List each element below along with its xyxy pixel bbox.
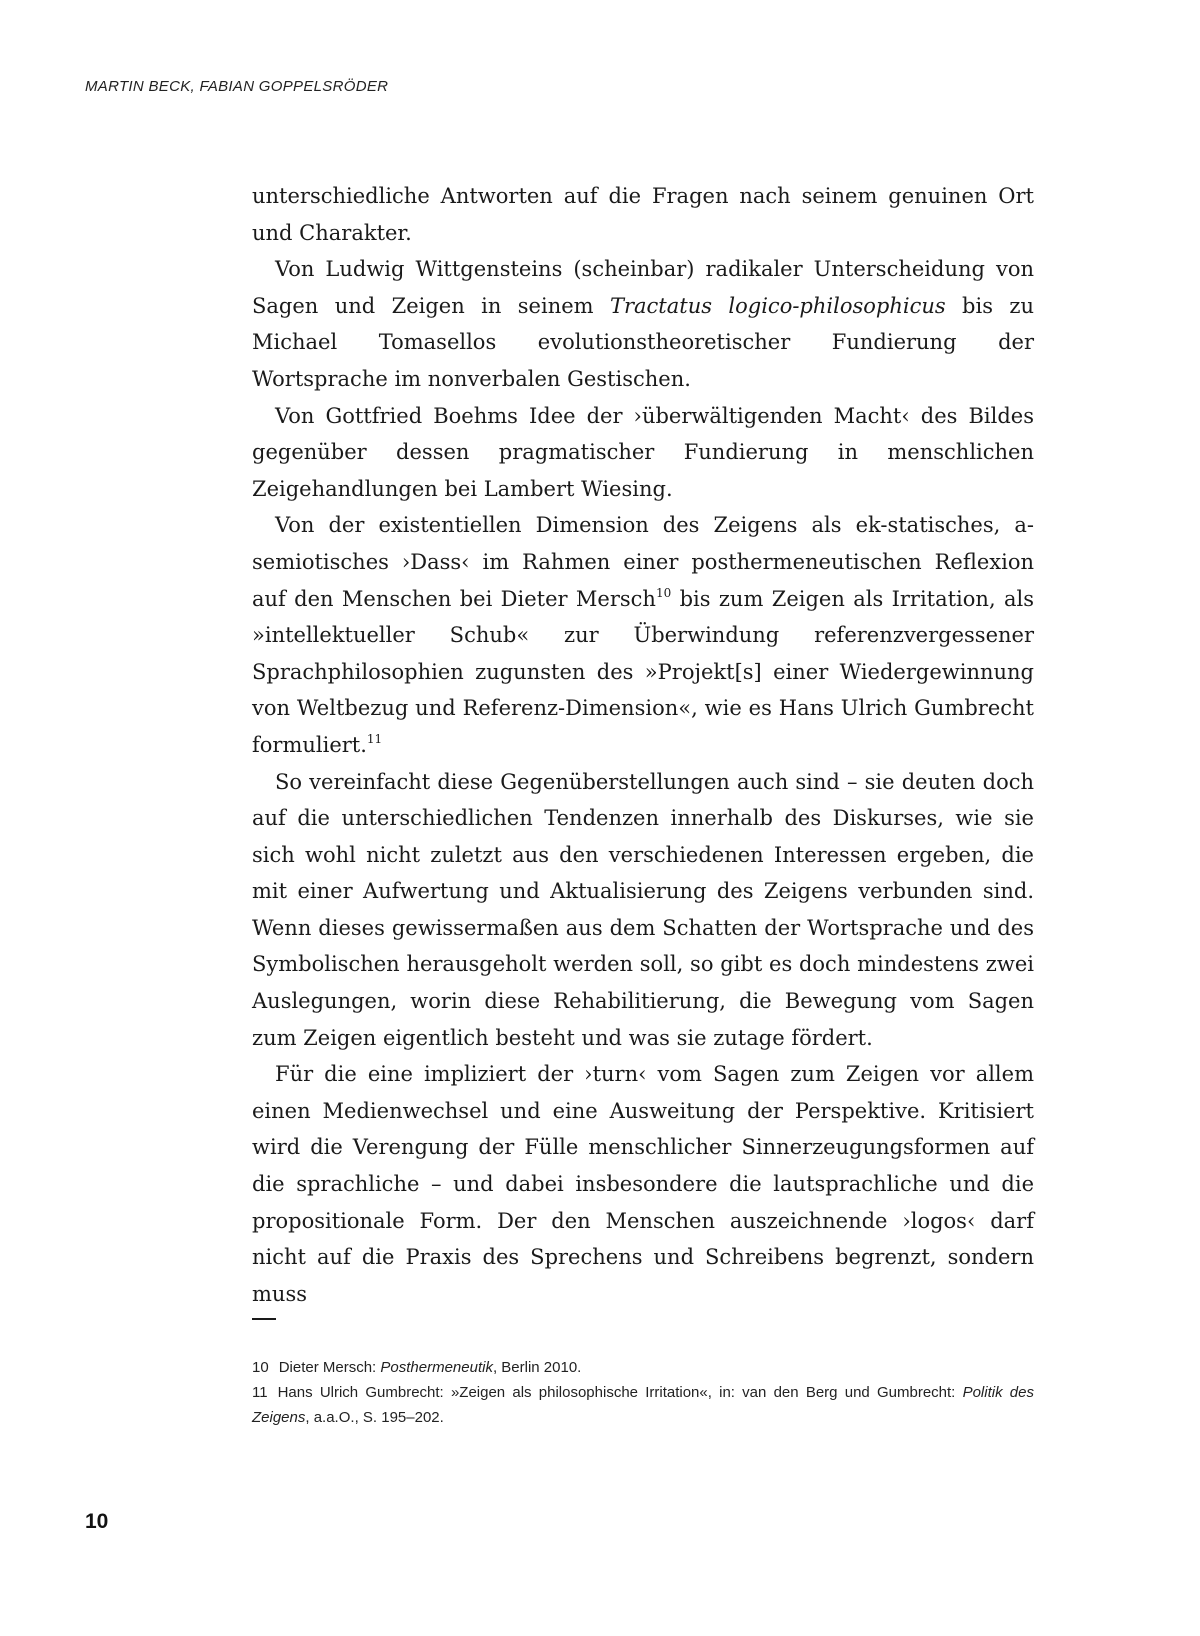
footnote-ref-10[interactable]: 10 [655, 585, 672, 600]
footnote-title: Politik des Zeigens [252, 1384, 1034, 1426]
paragraph-4 [252, 507, 1034, 763]
paragraph-4-text: Von der existentiellen Dimension des Zeigens als ek-statisches, a-semiotisches ›Dass‹ im Rahmen einer posthermeneutischen Reflexion auf den Menschen bei Dieter Mersch [252, 513, 1034, 611]
footnote-text-end: , a.a.O., S. 195–202. [305, 1409, 444, 1426]
footnote-text: Dieter Mersch: [278, 1359, 381, 1376]
work-title: Tractatus logico-philosophicus [609, 293, 946, 318]
footnote-10 [252, 1355, 1034, 1380]
paragraph-6: Für die eine impliziert der ›turn‹ vom Sagen zum Zeigen vor allem einen Medienwechsel und eine Ausweitung der Perspektive. Kritisiert wird die Verengung der Fülle menschlicher Sinnerzeugungsformen auf die sprachliche – und dabei insbesondere die lautsprachliche und die propositionale Form. Der den Menschen auszeichnende ›logos‹ darf nicht auf die Praxis des Sprechens und Schreibens begrenzt, sondern muss [252, 1062, 1034, 1306]
paragraph-5: So vereinfacht diese Gegenüberstellungen auch sind – sie deuten doch auf die unterschiedlichen Tendenzen innerhalb des Diskurses, wie sie sich wohl nicht zuletzt aus den verschiedenen Interessen ergeben, die mit einer Aufwertung und Aktualisierung des Zeigens verbunden sind. Wenn dieses gewissermaßen aus dem Schatten der Wortsprache und des Symbolischen herausgeholt werden soll, so gibt es doch mindestens zwei Auslegungen, worin diese Rehabilitierung, die Bewegung vom Sagen zum Zeigen eigentlich besteht und was sie zutage fördert. [252, 769, 1034, 1050]
footnote-ref-11[interactable]: 11 [366, 731, 383, 746]
footnote-title: Posthermeneutik [380, 1359, 493, 1376]
footnote-text: Hans Ulrich Gumbrecht: »Zeigen als philosophische Irritation«, in: van den Berg und Gumbrecht: [277, 1384, 963, 1401]
paragraph-2-text: Von Ludwig Wittgensteins (scheinbar) radikaler Unterscheidung von Sagen und Zeigen in seinem [252, 257, 1034, 318]
footnote-number: 10 [252, 1359, 269, 1376]
main-text [252, 178, 1034, 1312]
footnote-text-end: , Berlin 2010. [492, 1359, 582, 1376]
footnote-divider [252, 1318, 276, 1320]
paragraph-2-text-end: bis zu Michael Tomasellos evolutionstheoretischer Fundierung der Wortsprache im nonverbalen Gestischen. [252, 293, 1034, 391]
footnote-11 [252, 1380, 1034, 1430]
page-number: 10 [85, 1510, 109, 1533]
running-head: MARTIN BECK, FABIAN GOPPELSRÖDER [85, 78, 389, 95]
footnotes [252, 1355, 1034, 1430]
paragraph-2 [252, 251, 1034, 397]
paragraph-1: unterschiedliche Antworten auf die Fragen nach seinem genuinen Ort und Charakter. [252, 184, 1034, 245]
paragraph-4-text-end: bis zum Zeigen als Irritation, als »intellektueller Schub« zur Überwindung referenzvergessener Sprachphilosophien zugunsten des »Projekt[s] einer Wiedergewinnung von Weltbezug und Referenz-Dimension«, wie es Hans Ulrich Gumbrecht formuliert. [252, 586, 1034, 757]
paragraph-3: Von Gottfried Boehms Idee der ›überwältigenden Macht‹ des Bildes gegenüber dessen pragmatischer Fundierung in menschlichen Zeigehandlungen bei Lambert Wiesing. [252, 403, 1034, 501]
footnote-number: 11 [252, 1384, 268, 1401]
